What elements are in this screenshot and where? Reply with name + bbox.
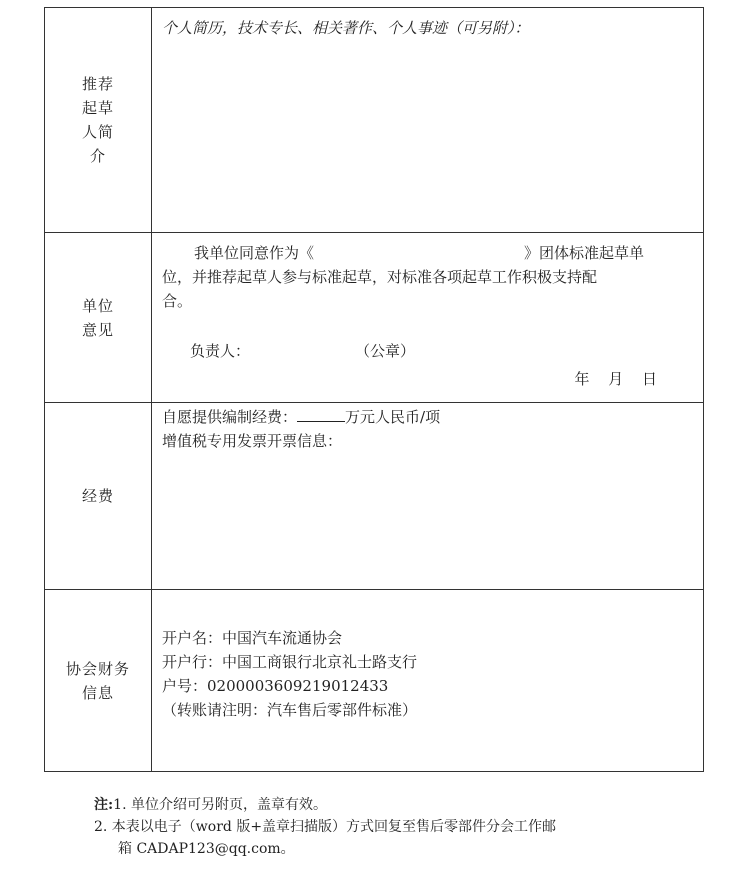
note-2-text: 2. 本表以电子（word 版+盖章扫描版）方式回复至售后零部件分会工作邮 [94,819,557,835]
label-association-finance [45,590,152,772]
label-line: 意见 [81,320,114,339]
label-unit-opinion [45,233,152,403]
transfer-remark: （转账请注明：汽车售后零部件标准） [162,701,418,719]
account-number: 户号：0200003609219012433 [162,677,389,695]
label-drafter-intro [45,8,152,233]
invoice-info-label: 增值税专用发票开票信息： [162,432,343,450]
finance-info [152,590,704,772]
note-line-1 [94,794,556,816]
label-line: 起草 [81,99,114,117]
drafter-intro-field[interactable] [152,8,704,233]
footnotes [94,794,556,860]
label-line: 信息 [81,683,114,702]
funding-amount-blank[interactable] [297,407,345,422]
opinion-text-line: 我单位同意作为《 》团体标准起草单 [194,244,645,262]
label-line: 单位 [81,296,114,315]
signer-seal-line: 负责人： （公章） [190,342,416,360]
funding-amount-unit: 万元人民币/项 [345,408,441,426]
opinion-text-line: 位，并推荐起草人参与标准起草，对标准各项起草工作积极支持配 [162,268,598,286]
drafter-intro-prompt: 个人简历，技术专长、相关著作、个人事迹（可另附）： [162,19,530,37]
unit-opinion-field[interactable] [152,233,704,403]
row-association-finance [45,590,704,772]
opinion-text-line: 合。 [162,292,193,310]
label-line: 经费 [81,487,114,505]
row-funding [45,403,704,590]
account-name: 开户名：中国汽车流通协会 [162,629,343,647]
label-funding [45,403,152,590]
funding-field[interactable] [152,403,704,590]
label-line: 人简 [81,123,114,141]
date-line: 年 月 日 [574,370,657,388]
label-line: 介 [89,147,106,165]
note-2-continued: 箱 CADAP123@qq.com。 [118,841,295,857]
note-1-text: 1. 单位介绍可另附页，盖章有效。 [113,797,327,813]
funding-amount-label: 自愿提供编制经费： [162,408,298,426]
funding-amount-line [162,405,693,429]
row-unit-opinion [45,233,704,403]
label-line: 推荐 [81,75,114,93]
row-drafter-intro [45,8,704,233]
note-heading: 注: [94,797,114,813]
application-form-table [44,7,704,772]
bank-name: 开户行：中国工商银行北京礼士路支行 [162,653,418,671]
label-line: 协会财务 [65,659,130,678]
